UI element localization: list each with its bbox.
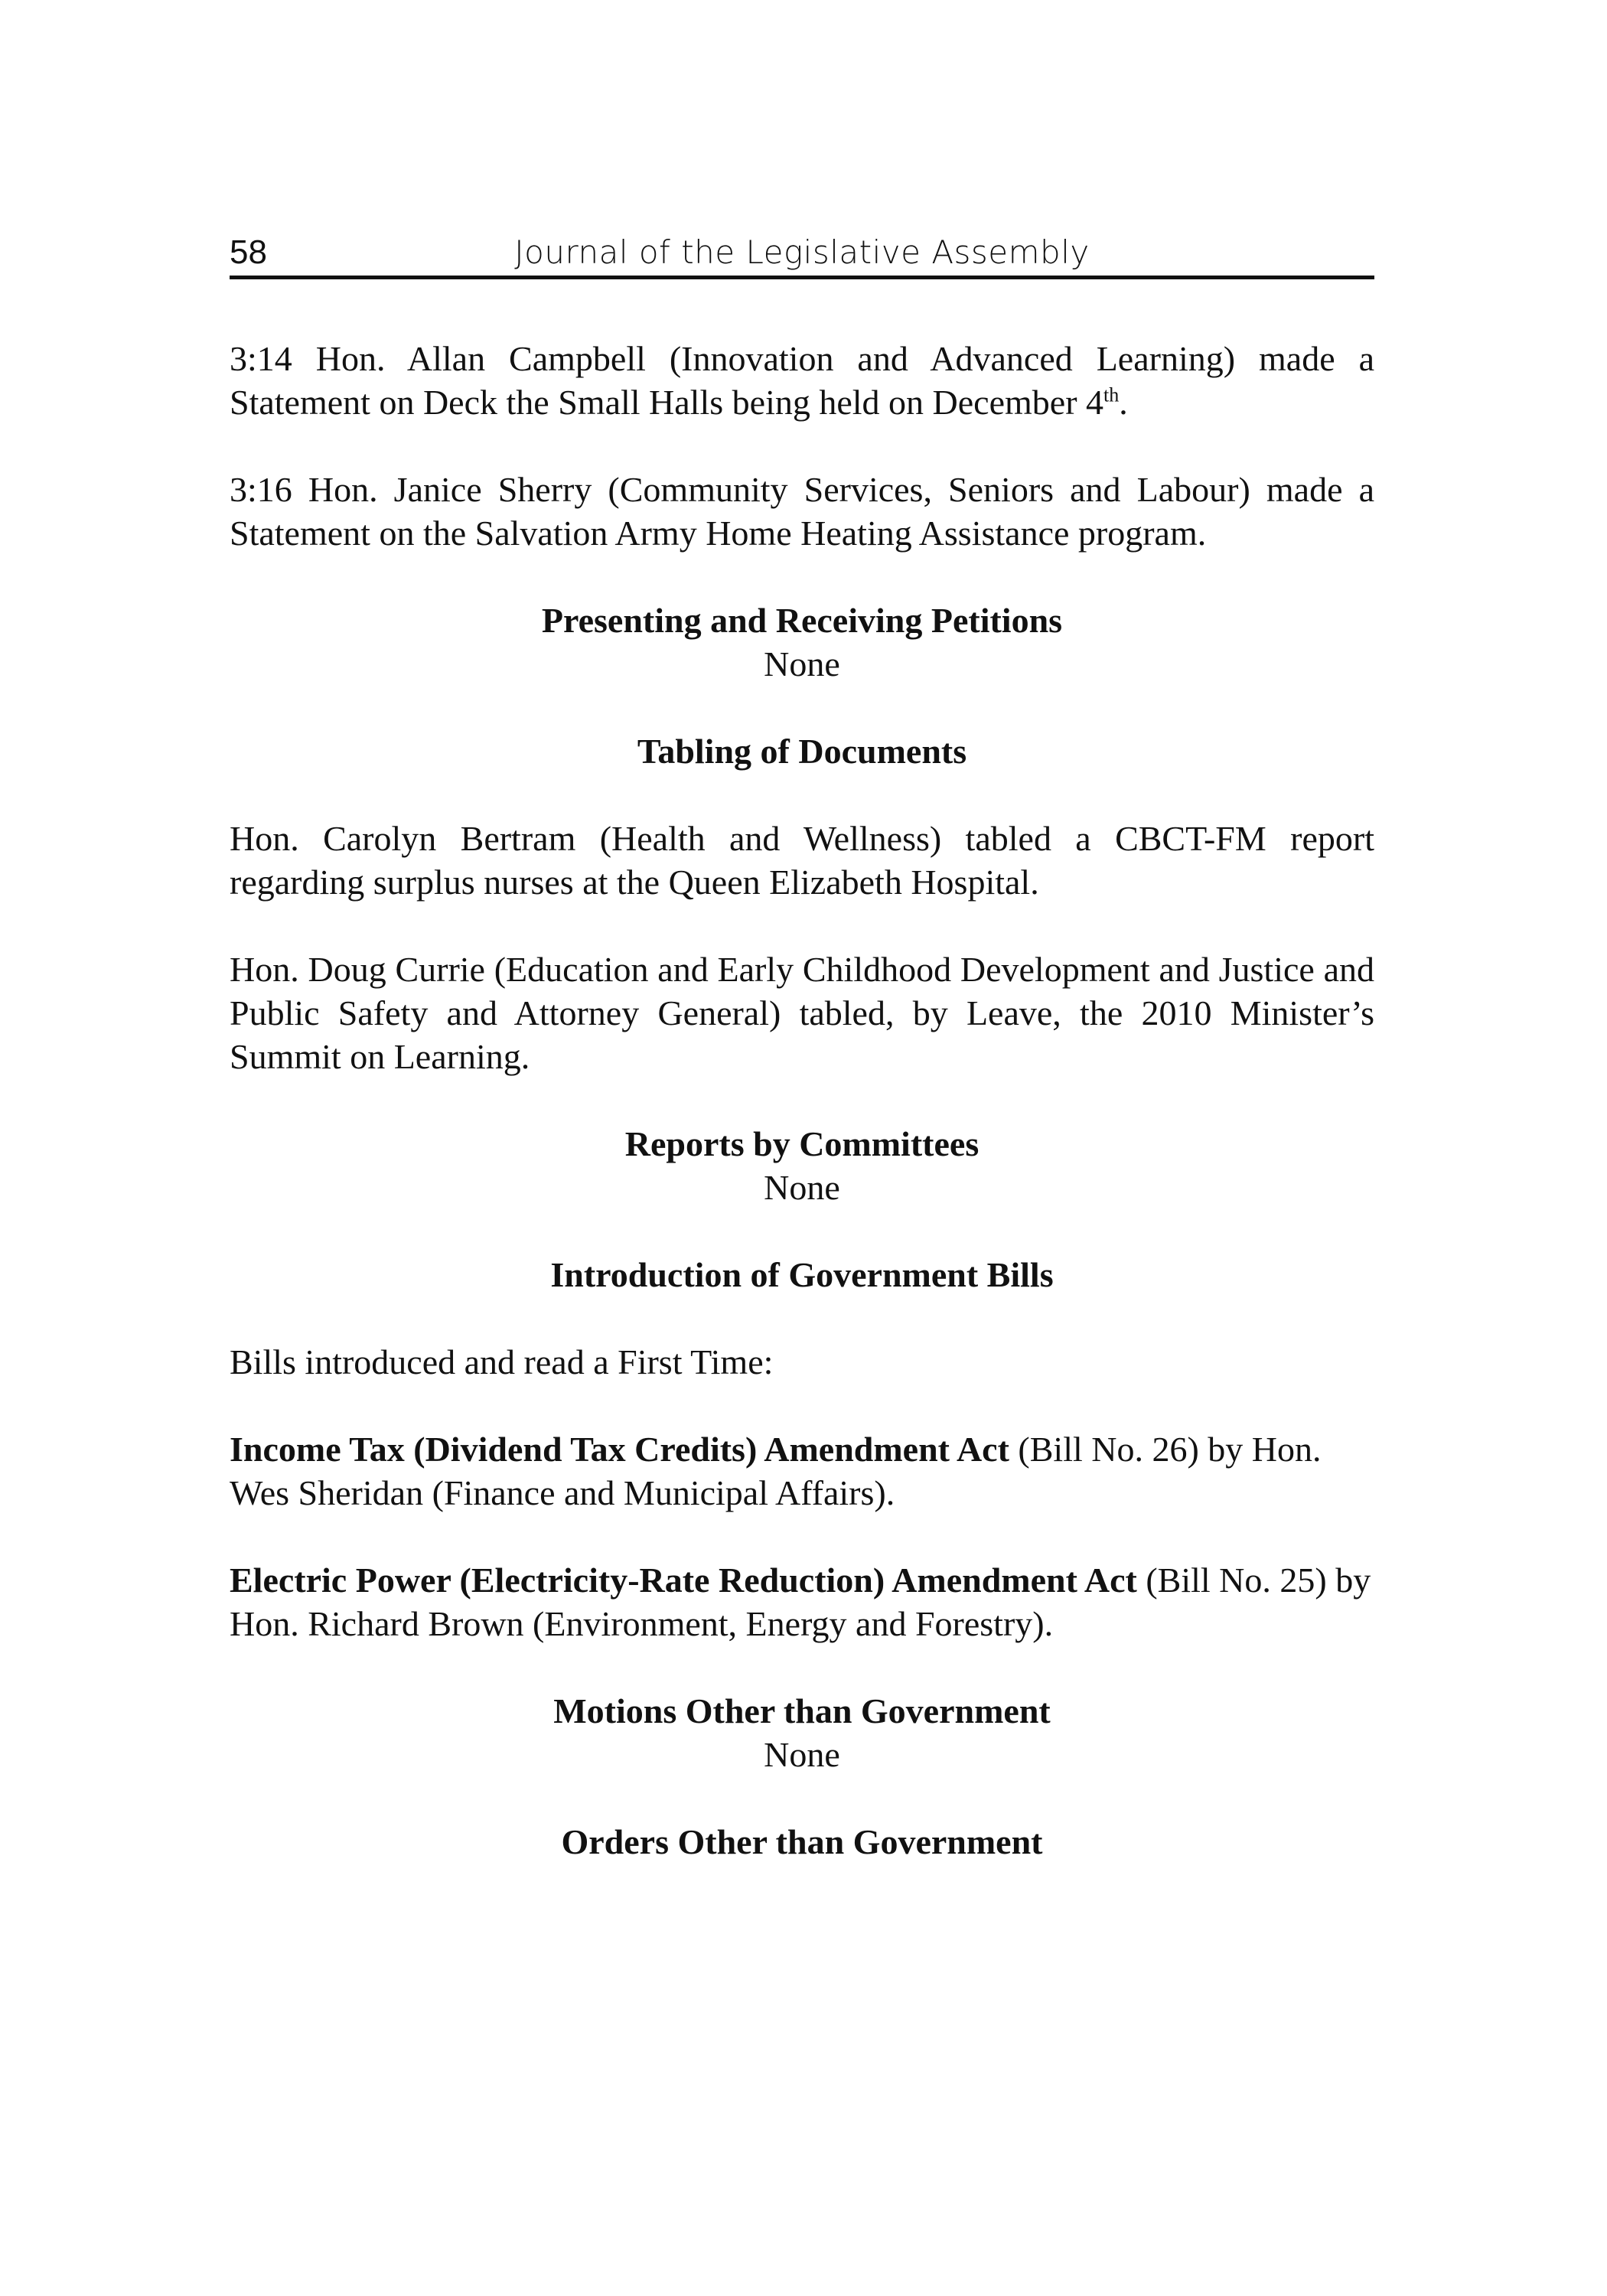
statement-sherry: 3:16 Hon. Janice Sherry (Community Services, Seniors and Labour) made a Statement on the Salvation Army Home Heating Assistance program. — [230, 470, 1374, 553]
bill-entry — [230, 1558, 1374, 1645]
committees-section — [230, 1122, 1374, 1209]
committees-heading: Reports by Committees — [624, 1124, 980, 1163]
bill-details: (Bill No. 26) by Hon. Wes Sheridan (Finance and Municipal Affairs). — [230, 1430, 1322, 1512]
motions-other-heading: Motions Other than Government — [553, 1691, 1051, 1730]
orders-other-heading: Orders Other than Government — [561, 1822, 1043, 1861]
ordinal-suffix: th — [1103, 383, 1120, 406]
government-bills-heading: Introduction of Government Bills — [550, 1255, 1054, 1294]
page-number: 58 — [230, 233, 267, 271]
bill-title: Electric Power (Electricity-Rate Reduction) Amendment Act — [230, 1561, 1137, 1600]
page-header — [230, 230, 1374, 279]
motions-other-status: None — [764, 1735, 840, 1774]
document-item: Hon. Carolyn Bertram (Health and Wellness) tabled a CBCT-FM report regarding surplus nurses at the Queen Elizabeth Hospital. — [230, 819, 1374, 902]
bill-entry — [230, 1427, 1374, 1515]
journal-body — [230, 337, 1374, 1907]
documents-section — [230, 729, 1374, 773]
document-item: Hon. Doug Currie (Education and Early Childhood Development and Justice and Public Safety and Attorney General) tabled, by Leave, the 2010 Minister’s Summit on Learning. — [230, 950, 1374, 1076]
committees-status: None — [764, 1168, 840, 1207]
petitions-section — [230, 598, 1374, 686]
bill-title: Income Tax (Dividend Tax Credits) Amendment Act — [230, 1430, 1009, 1469]
bills-intro: Bills introduced and read a First Time: — [230, 1342, 774, 1381]
bill-details: (Bill No. 25) by Hon. Richard Brown (Environment, Energy and Forestry). — [230, 1561, 1371, 1643]
statement-campbell — [230, 337, 1374, 424]
motions-other-section — [230, 1689, 1374, 1776]
orders-other-section — [230, 1820, 1374, 1864]
statement-end: . — [1119, 383, 1128, 422]
petitions-heading: Presenting and Receiving Petitions — [541, 601, 1063, 640]
petitions-status: None — [764, 644, 840, 683]
running-title: Journal of the Legislative Assembly — [514, 233, 1090, 271]
statement-text: 3:14 Hon. Allan Campbell (Innovation and Advanced Learning) made a Statement on Deck the Small Halls being held on December 4 — [230, 339, 1374, 422]
government-bills-section — [230, 1253, 1374, 1296]
documents-heading: Tabling of Documents — [637, 732, 967, 771]
